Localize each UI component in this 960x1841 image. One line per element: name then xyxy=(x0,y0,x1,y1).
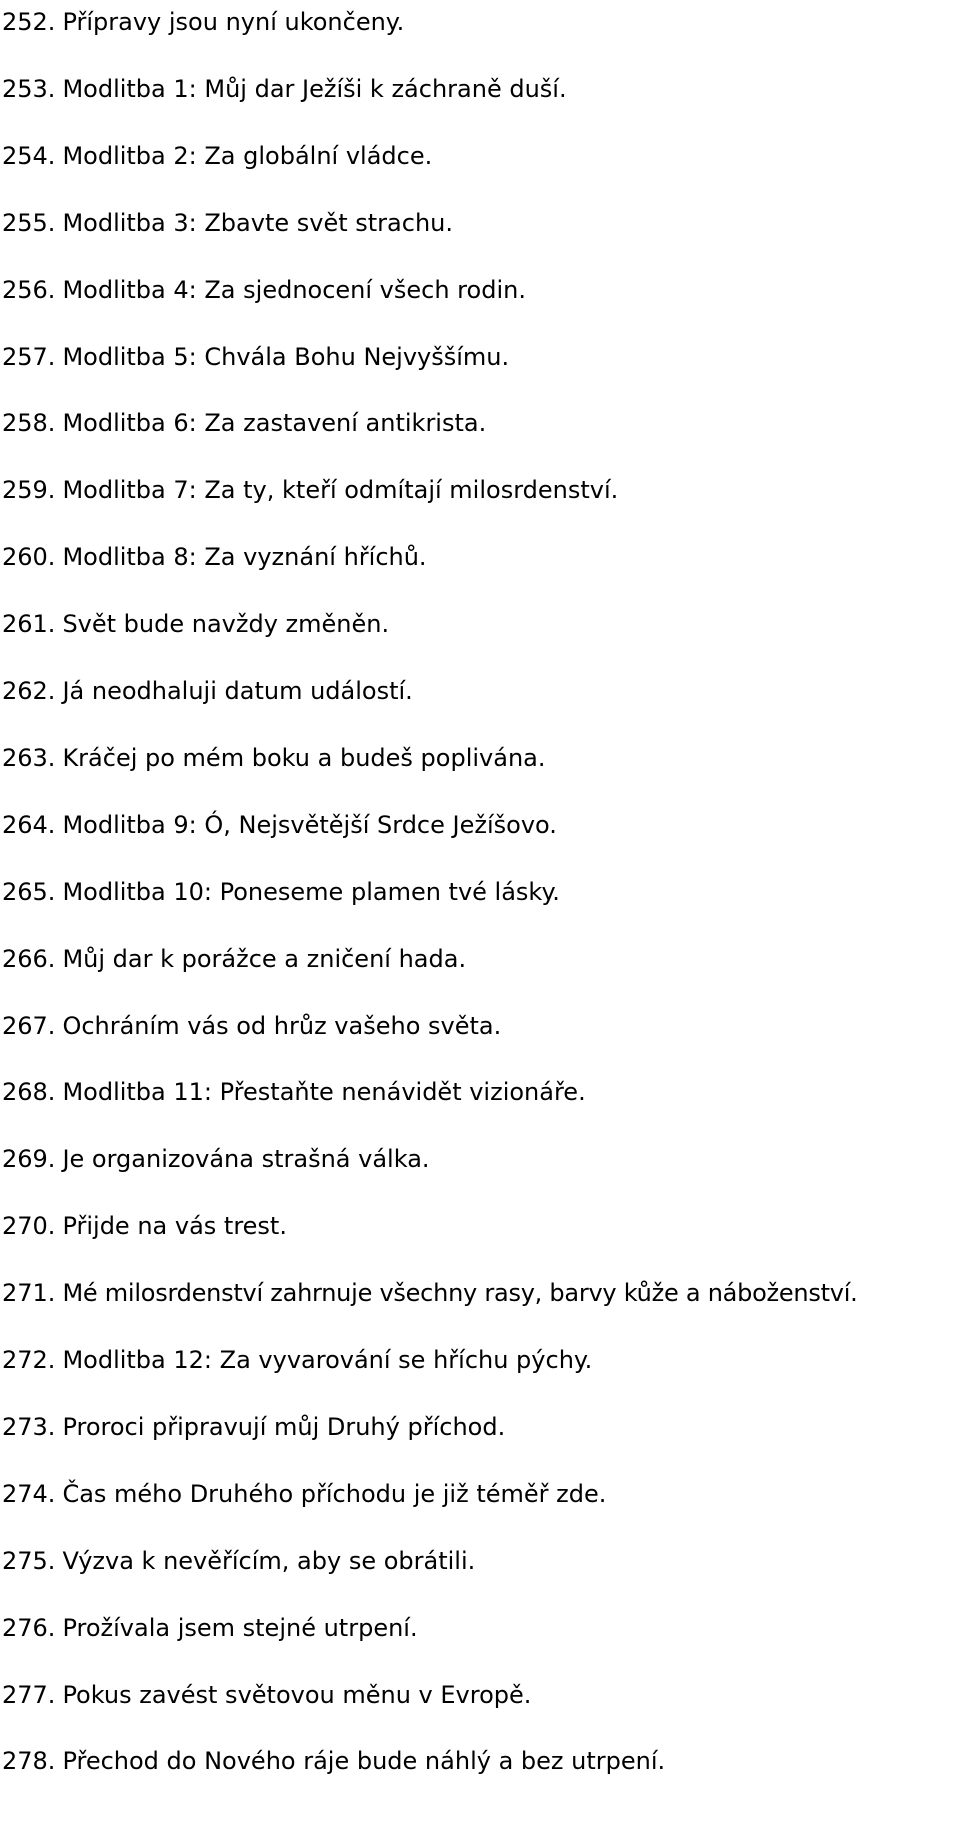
toc-entry-number: 275. xyxy=(2,1546,56,1575)
toc-entry xyxy=(2,337,509,377)
toc-entry-number: 271. xyxy=(2,1279,56,1308)
toc-entry xyxy=(2,470,618,510)
toc-entry-number: 256. xyxy=(2,275,56,304)
toc-entry-number: 264. xyxy=(2,810,56,839)
toc-entry-title: Čas mého Druhého příchodu je již téměř zde. xyxy=(62,1479,607,1508)
toc-entry-title: Svět bude navždy změněn. xyxy=(62,610,390,639)
toc-entry-number: 253. xyxy=(2,74,56,103)
toc-entry-number: 255. xyxy=(2,208,56,237)
toc-entry xyxy=(2,1006,501,1046)
toc-entry-title: Ochráním vás od hrůz vašeho světa. xyxy=(62,1011,502,1040)
toc-entry-number: 270. xyxy=(2,1212,56,1241)
toc-entry-number: 274. xyxy=(2,1479,56,1508)
toc-entry xyxy=(2,1608,418,1648)
toc-entry-number: 278. xyxy=(2,1747,56,1776)
toc-entry-title: Mé milosrdenství zahrnuje všechny rasy, barvy kůže a náboženství. xyxy=(62,1279,858,1308)
toc-entry-title: Modlitba 8: Za vyznání hříchů. xyxy=(62,543,427,572)
toc-entry-number: 257. xyxy=(2,342,56,371)
toc-entry-number: 258. xyxy=(2,409,56,438)
toc-entry xyxy=(2,136,432,176)
toc-entry xyxy=(2,1407,505,1447)
toc-entry-title: Modlitba 3: Zbavte svět strachu. xyxy=(62,208,453,237)
toc-entry-number: 260. xyxy=(2,543,56,572)
toc-entry xyxy=(2,1072,586,1112)
toc-entry-title: Modlitba 5: Chvála Bohu Nejvyššímu. xyxy=(62,342,510,371)
toc-entry-title: Je organizována strašná válka. xyxy=(62,1145,430,1174)
toc-entry-title: Modlitba 9: Ó, Nejsvětější Srdce Ježíšovo. xyxy=(62,810,557,839)
toc-entry-title: Modlitba 7: Za ty, kteří odmítají milosrdenství. xyxy=(62,476,619,505)
toc-entry xyxy=(2,1474,606,1514)
toc-entry xyxy=(2,1139,430,1179)
toc-entry xyxy=(2,270,526,310)
toc-entry xyxy=(2,69,567,109)
toc-entry xyxy=(2,537,427,577)
toc-entry-title: Proroci připravují můj Druhý příchod. xyxy=(62,1412,506,1441)
toc-entry-title: Modlitba 10: Poneseme plamen tvé lásky. xyxy=(62,877,560,906)
toc-entry-number: 269. xyxy=(2,1145,56,1174)
toc-entry xyxy=(2,1340,592,1380)
toc-entry-number: 273. xyxy=(2,1412,56,1441)
toc-entry-number: 254. xyxy=(2,141,56,170)
toc-entry xyxy=(2,872,560,912)
toc-entry xyxy=(2,604,389,644)
toc-entry xyxy=(2,671,413,711)
toc-entry xyxy=(2,1206,287,1246)
toc-entry xyxy=(2,939,466,979)
toc-entry xyxy=(2,2,404,42)
toc-entry-title: Modlitba 6: Za zastavení antikrista. xyxy=(62,409,487,438)
toc-entry-number: 267. xyxy=(2,1011,56,1040)
toc-entry xyxy=(2,1741,665,1781)
toc-entry-number: 261. xyxy=(2,610,56,639)
toc-entry-number: 277. xyxy=(2,1680,56,1709)
toc-entry-number: 262. xyxy=(2,677,56,705)
toc-entry-title: Modlitba 2: Za globální vládce. xyxy=(62,141,433,170)
toc-entry-number: 272. xyxy=(2,1346,56,1374)
toc-entry-number: 265. xyxy=(2,877,56,906)
toc-entry-number: 268. xyxy=(2,1078,56,1107)
toc-entry-title: Přechod do Nového ráje bude náhlý a bez utrpení. xyxy=(62,1747,666,1776)
toc-entry-title: Já neodhaluji datum událostí. xyxy=(62,677,413,705)
toc-entry-title: Přijde na vás trest. xyxy=(62,1212,287,1241)
toc-entry xyxy=(2,1273,858,1313)
toc-entry-number: 263. xyxy=(2,743,56,772)
toc-entry-title: Můj dar k porážce a zničení hada. xyxy=(62,944,467,973)
toc-entry-title: Prožívala jsem stejné utrpení. xyxy=(62,1613,418,1642)
toc-entry-number: 276. xyxy=(2,1613,56,1642)
toc-entry xyxy=(2,1541,475,1581)
toc-entry-title: Modlitba 4: Za sjednocení všech rodin. xyxy=(62,275,526,304)
toc-entry-title: Přípravy jsou nyní ukončeny. xyxy=(62,8,405,36)
toc-entry-title: Modlitba 1: Můj dar Ježíši k záchraně duší. xyxy=(62,74,567,103)
toc-entry-number: 259. xyxy=(2,476,56,505)
toc-entry xyxy=(2,403,486,443)
toc-entry-number: 266. xyxy=(2,944,56,973)
toc-entry xyxy=(2,805,557,845)
toc-entry-title: Modlitba 11: Přestaňte nenávidět vizionáře. xyxy=(62,1078,586,1107)
toc-entry-number: 252. xyxy=(2,8,56,36)
toc-entry xyxy=(2,738,545,778)
toc-entry-title: Modlitba 12: Za vyvarování se hříchu pýchy. xyxy=(62,1346,593,1374)
toc-entry-title: Pokus zavést světovou měnu v Evropě. xyxy=(62,1680,532,1709)
toc-entry xyxy=(2,203,453,243)
toc-entry-title: Kráčej po mém boku a budeš poplivána. xyxy=(62,743,546,772)
toc-entry-title: Výzva k nevěřícím, aby se obrátili. xyxy=(62,1546,476,1575)
toc-entry xyxy=(2,1675,531,1715)
